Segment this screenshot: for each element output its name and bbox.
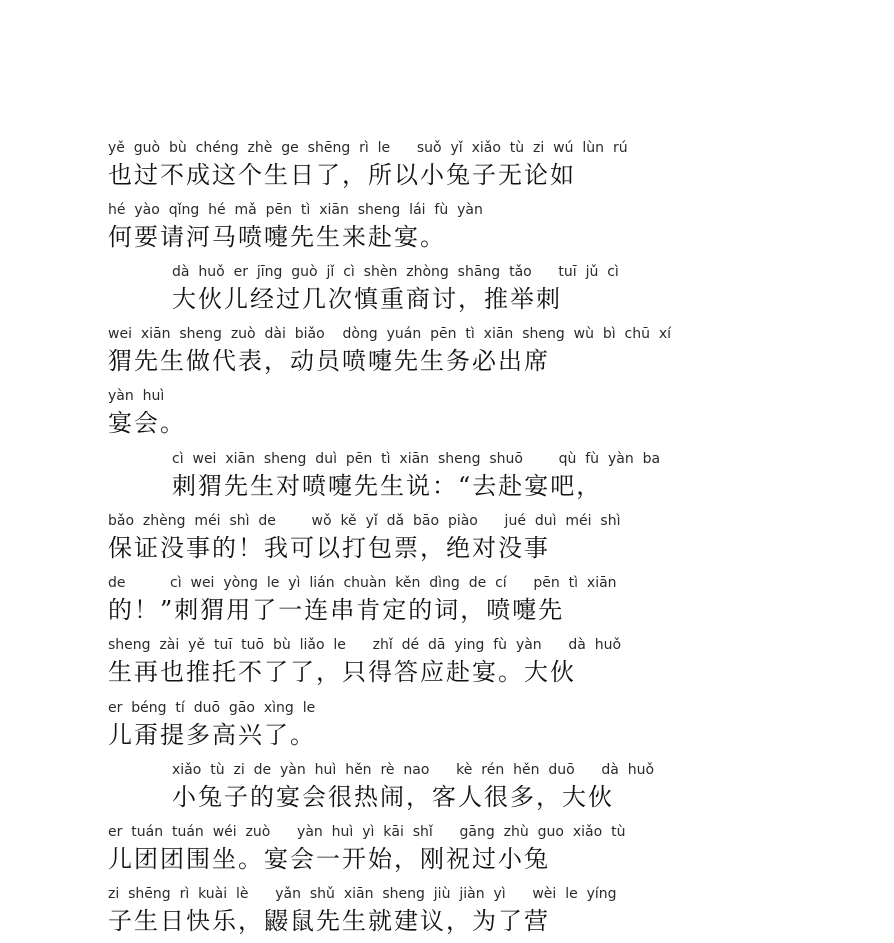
text-line-6: [172, 451, 748, 501]
pinyin-line: cì wei xiān sheng duì pēn tì xiān sheng shuō qù fù yàn ba: [172, 451, 661, 467]
text-line-1: [108, 140, 748, 190]
text-line-12: [108, 824, 748, 874]
hanzi-line: 子生日快乐，鼹鼠先生就建议，为了营: [108, 907, 550, 935]
text-line-2: [108, 202, 748, 252]
hanzi-line: 大伙儿经过几次慎重商讨，推举刺: [172, 285, 562, 313]
text-line-11: [172, 762, 748, 812]
text-line-4: [108, 326, 748, 376]
text-line-13: [108, 886, 748, 936]
pinyin-line: xiǎo tù zi de yàn huì hěn rè nao kè rén hěn duō dà huǒ: [172, 762, 655, 778]
hanzi-line: 小兔子的宴会很热闹，客人很多，大伙: [172, 783, 614, 811]
hanzi-line: 猬先生做代表，动员喷嚏先生务必出席: [108, 347, 550, 375]
text-line-9: [108, 637, 748, 687]
pinyin-line: yě guò bù chéng zhè ge shēng rì le suǒ yǐ xiǎo tù zi wú lùn rú: [108, 140, 628, 156]
hanzi-line: 儿团团围坐。宴会一开始，刚祝过小兔: [108, 845, 550, 873]
hanzi-line: 也过不成这个生日了，所以小兔子无论如: [108, 161, 576, 189]
pinyin-line: zi shēng rì kuài lè yǎn shǔ xiān sheng jiù jiàn yì wèi le yíng: [108, 886, 617, 902]
text-line-8: [108, 575, 748, 625]
text-line-7: [108, 513, 748, 563]
text-line-3: [172, 264, 748, 314]
hanzi-line: 儿甭提多高兴了。: [108, 721, 316, 749]
pinyin-line: de cì wei yòng le yì lián chuàn kěn dìng de cí pēn tì xiān: [108, 575, 617, 591]
pinyin-line: sheng zài yě tuī tuō bù liǎo le zhǐ dé dā ying fù yàn dà huǒ: [108, 637, 622, 653]
pinyin-line: yàn huì: [108, 388, 165, 404]
pinyin-line: er tuán tuán wéi zuò yàn huì yì kāi shǐ gāng zhù guo xiǎo tù: [108, 824, 626, 840]
hanzi-line: 宴会。: [108, 409, 186, 437]
pinyin-line: hé yào qǐng hé mǎ pēn tì xiān sheng lái fù yàn: [108, 202, 483, 218]
hanzi-line: 的！”刺猬用了一连串肯定的词，喷嚏先: [108, 596, 565, 624]
pinyin-line: dà huǒ er jīng guò jǐ cì shèn zhòng shāng tǎo tuī jǔ cì: [172, 264, 619, 280]
pinyin-line: er béng tí duō gāo xìng le: [108, 700, 316, 716]
pinyin-line: bǎo zhèng méi shì de wǒ kě yǐ dǎ bāo piào jué duì méi shì: [108, 513, 621, 529]
hanzi-line: 刺猬先生对喷嚏先生说：“去赴宴吧，: [172, 472, 603, 500]
hanzi-line: 保证没事的！我可以打包票，绝对没事: [108, 534, 550, 562]
hanzi-line: 何要请河马喷嚏先生来赴宴。: [108, 223, 446, 251]
hanzi-line: 生再也推托不了了，只得答应赴宴。大伙: [108, 658, 576, 686]
text-line-10: [108, 700, 748, 750]
text-line-5: [108, 388, 748, 438]
pinyin-line: wei xiān sheng zuò dài biǎo dòng yuán pēn tì xiān sheng wù bì chū xí: [108, 326, 672, 342]
